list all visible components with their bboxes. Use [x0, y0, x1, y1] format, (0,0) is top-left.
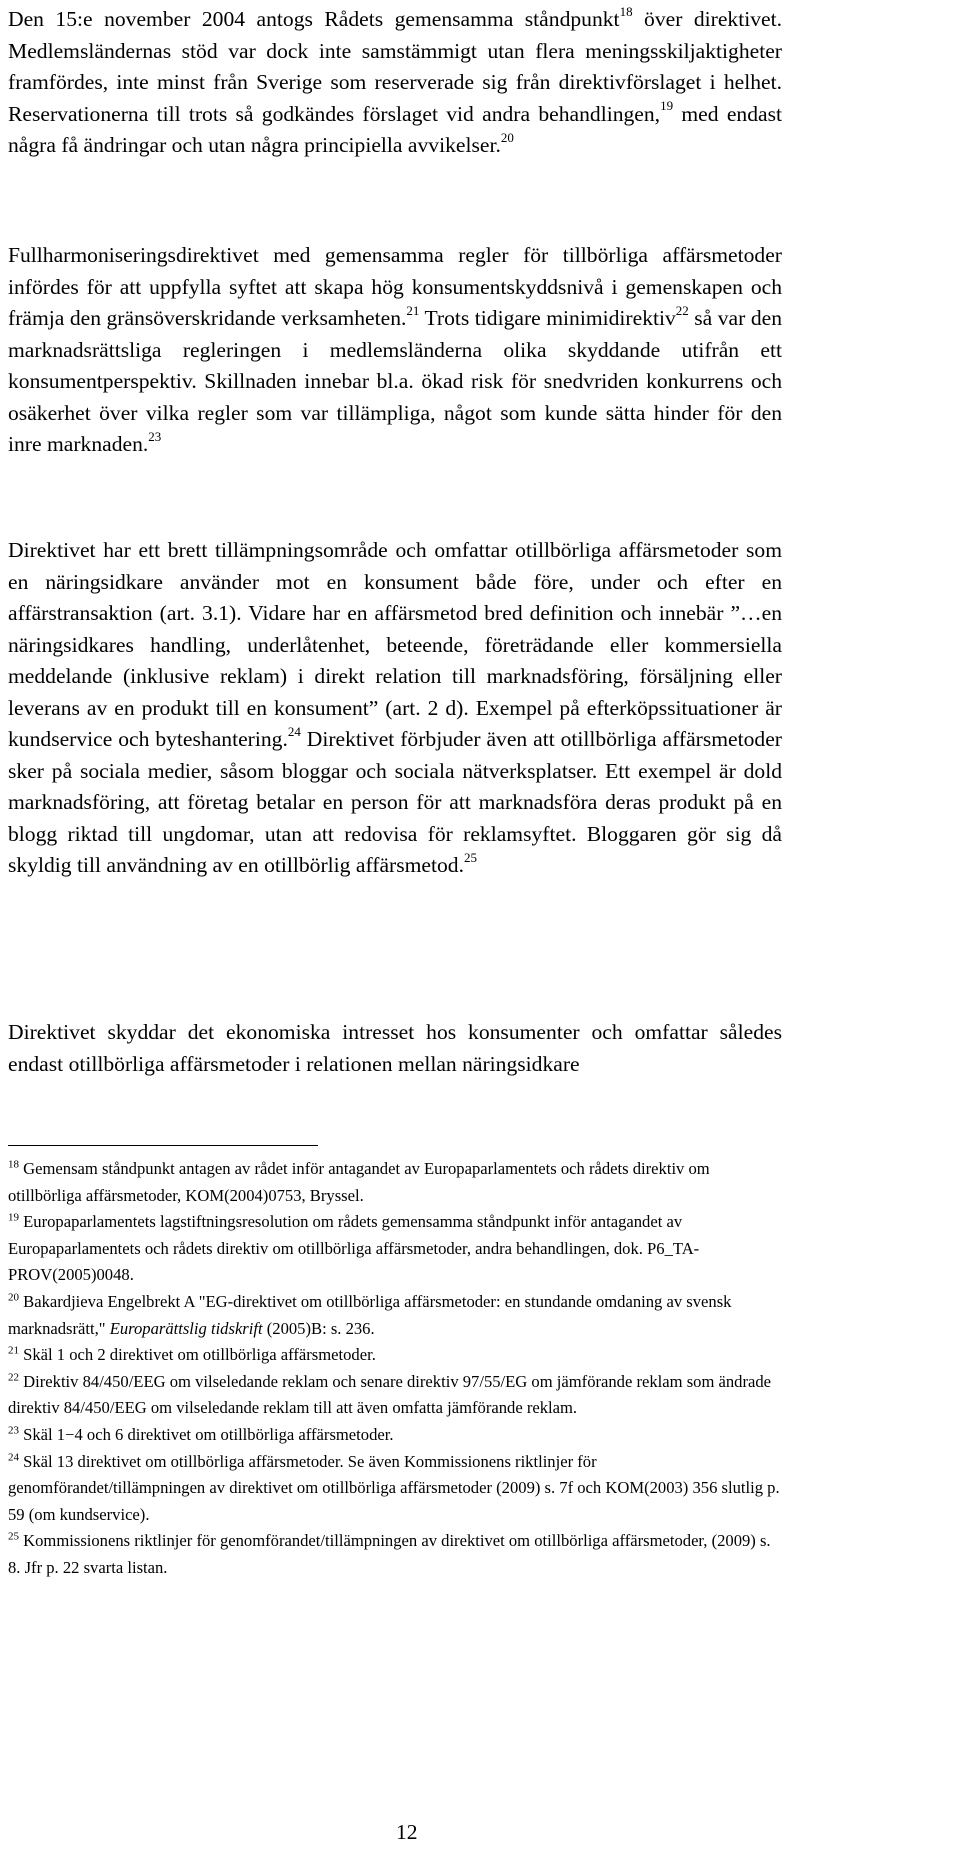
footnote-ref-20[interactable]: 20 — [500, 129, 514, 145]
text-run: över direktivet. Medlemsländernas stöd var dock inte samstämmigt utan flera meningsskiljaktigheter framfördes, inte minst från Sverige som reserverade sig från direktivförslaget i helhet. Reservationerna till trots så godkändes förslaget vid andra behandlingen, — [8, 7, 782, 126]
body-paragraph-3 — [8, 535, 782, 882]
footnote-text: Skäl 1 och 2 direktivet om otillbörliga affärsmetoder. — [23, 1345, 376, 1365]
footnote-ref-22[interactable]: 22 — [675, 302, 689, 318]
footnote-19 — [8, 1209, 782, 1289]
body-paragraph-1 — [8, 4, 782, 162]
footnote-22 — [8, 1369, 782, 1422]
footnote-number: 25 — [8, 1530, 19, 1543]
footnotes-section — [8, 1156, 782, 1582]
text-run: Direktivet förbjuder även att otillbörliga affärsmetoder sker på sociala medier, såsom bloggar och sociala nätverksplatser. Ett exempel är dold marknadsföring, att företag betalar en person för att marknadsföra deras produkt på en blogg riktad till ungdomar, utan att redovisa för reklamsyftet. Bloggaren gör sig då skyldig till användning av en otillbörlig affärsmetod. — [8, 727, 782, 877]
text-run: Den 15:e november 2004 antogs Rådets gemensamma ståndpunkt — [8, 7, 620, 31]
text-run: så var den marknadsrättsliga regleringen i medlemsländerna olika skyddande utifrån ett konsumentperspektiv. Skillnaden innebar bl.a. ökad risk för snedvriden konkurrens och osäkerhet över vilka regler som var tillämpliga, något som kunde sätta hinder för den inre marknaden. — [8, 306, 782, 456]
footnote-ref-21[interactable]: 21 — [406, 302, 420, 318]
footnote-number: 22 — [8, 1371, 19, 1384]
text-run: Direktivet har ett brett tillämpningsområde och omfattar otillbörliga affärsmetoder som en näringsidkare använder mot en konsument både före, under och efter en affärstransaktion (art. 3.1). Vidare har en affärsmetod bred definition och innebär ”…en näringsidkares handling, underlåtenhet, beteende, företrädande eller kommersiella meddelande (inklusive reklam) i direkt relation till marknadsföring, försäljning eller leverans av en produkt till en konsument” (art. 2 d). Exempel på efterköpssituationer är kundservice och byteshantering. — [8, 538, 782, 751]
footnote-ref-19[interactable]: 19 — [660, 98, 674, 114]
body-paragraph-2 — [8, 240, 782, 461]
footnote-text: Bakardjieva Engelbrekt A "EG-direktivet om otillbörliga affärsmetoder: en stundande omdaning av svensk marknadsrätt," — [8, 1291, 732, 1338]
footnote-text: Gemensam ståndpunkt antagen av rådet inför antagandet av Europaparlamentets och rådets direktiv om otillbörliga affärsmetoder, KOM(2004)0753, Bryssel. — [8, 1159, 710, 1205]
text-run: Direktivet skyddar det ekonomiska intresset hos konsumenter och omfattar således endast otillbörliga affärsmetoder i relationen mellan näringsidkare — [8, 1020, 782, 1076]
footnote-25 — [8, 1528, 782, 1581]
footnote-20 — [8, 1289, 782, 1342]
footnote-number: 21 — [8, 1344, 19, 1357]
footnote-21 — [8, 1342, 782, 1369]
footnote-separator — [8, 1145, 318, 1146]
footnote-journal-title: Europarättslig tidskrift — [109, 1318, 263, 1338]
footnote-number: 23 — [8, 1424, 19, 1437]
text-run: Fullharmoniseringsdirektivet med gemensamma regler för tillbörliga affärsmetoder infördes för att uppfylla syftet att skapa hög konsumentskyddsnivå i gemenskapen och främja den gränsöverskridande verksamheten. — [8, 243, 782, 330]
footnote-text: Kommissionens riktlinjer för genomförandet/tillämpningen av direktivet om otillbörliga affärsmetoder, (2009) s. 8. Jfr p. 22 svarta listan. — [8, 1531, 771, 1577]
text-run: med endast några få ändringar och utan några principiella avvikelser. — [8, 101, 782, 157]
footnote-number: 24 — [8, 1451, 19, 1463]
footnote-text: Direktiv 84/450/EEG om vilseledande reklam och senare direktiv 97/55/EG om jämförande reklam som ändrade direktiv 84/450/EEG om vilseledande reklam till att även omfatta jämförande reklam. — [8, 1371, 772, 1418]
footnote-text: Skäl 13 direktivet om otillbörliga affärsmetoder. Se även Kommissionens riktlinjer för genomförandet/tillämpningen av direktivet om otillbörliga affärsmetoder (2009) s. 7f och KOM(2003) 356 slutlig p. 59 (om kundservice). — [8, 1451, 780, 1524]
footnote-number: 19 — [8, 1211, 19, 1224]
body-paragraph-4 — [8, 1017, 782, 1080]
footnote-text: Europaparlamentets lagstiftningsresolution om rådets gemensamma ståndpunkt inför antagandet av Europaparlamentets och rådets direktiv om otillbörliga affärsmetoder, andra behandlingen, dok. P6_TA-PROV(2005)0048. — [8, 1212, 700, 1285]
footnote-ref-18[interactable]: 18 — [619, 3, 633, 19]
footnote-18 — [8, 1156, 782, 1209]
footnote-23 — [8, 1422, 782, 1449]
footnote-ref-24[interactable]: 24 — [287, 723, 301, 739]
text-run: Trots tidigare minimidirektiv — [419, 306, 676, 330]
footnote-ref-23[interactable]: 23 — [148, 428, 162, 444]
footnote-ref-25[interactable]: 25 — [464, 849, 477, 865]
footnote-24 — [8, 1449, 782, 1529]
footnote-number: 20 — [8, 1291, 19, 1304]
footnote-text: Skäl 1−4 och 6 direktivet om otillbörliga affärsmetoder. — [23, 1424, 394, 1444]
footnote-text: (2005)B: s. 236. — [262, 1318, 375, 1338]
page-number: 12 — [396, 1820, 418, 1844]
footnote-number: 18 — [8, 1158, 19, 1171]
